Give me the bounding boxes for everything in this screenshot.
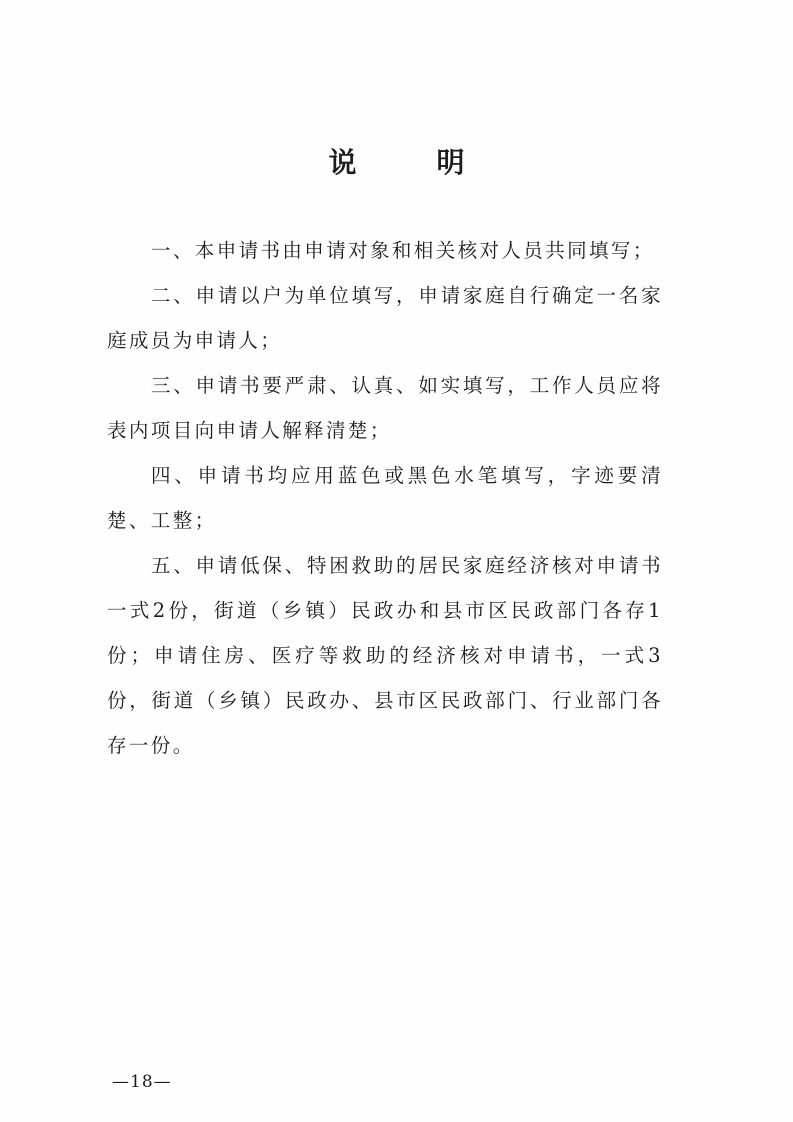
- instruction-item-4: 四、申请书均应用蓝色或黑色水笔填写，字迹要清楚、工整；: [107, 464, 663, 532]
- instructions-body: [107, 228, 663, 768]
- instruction-item-1: 一、本申请书由申请对象和相关核对人员共同填写；: [151, 239, 655, 262]
- instruction-item-3: 三、申请书要严肃、认真、如实填写，工作人员应将表内项目向申请人解释清楚；: [107, 374, 663, 442]
- instruction-item-5: 五、申请低保、特困救助的居民家庭经济核对申请书一式2份，街道（乡镇）民政办和县市区民政部门各存1份；申请住房、医疗等救助的经济核对申请书，一式3份，街道（乡镇）民政办、县市区民政部门、行业部门各存一份。: [107, 554, 663, 757]
- page-number: —18—: [112, 1072, 172, 1092]
- page-title: 说明: [328, 146, 545, 179]
- instruction-item-2: 二、申请以户为单位填写，申请家庭自行确定一名家庭成员为申请人；: [107, 284, 663, 352]
